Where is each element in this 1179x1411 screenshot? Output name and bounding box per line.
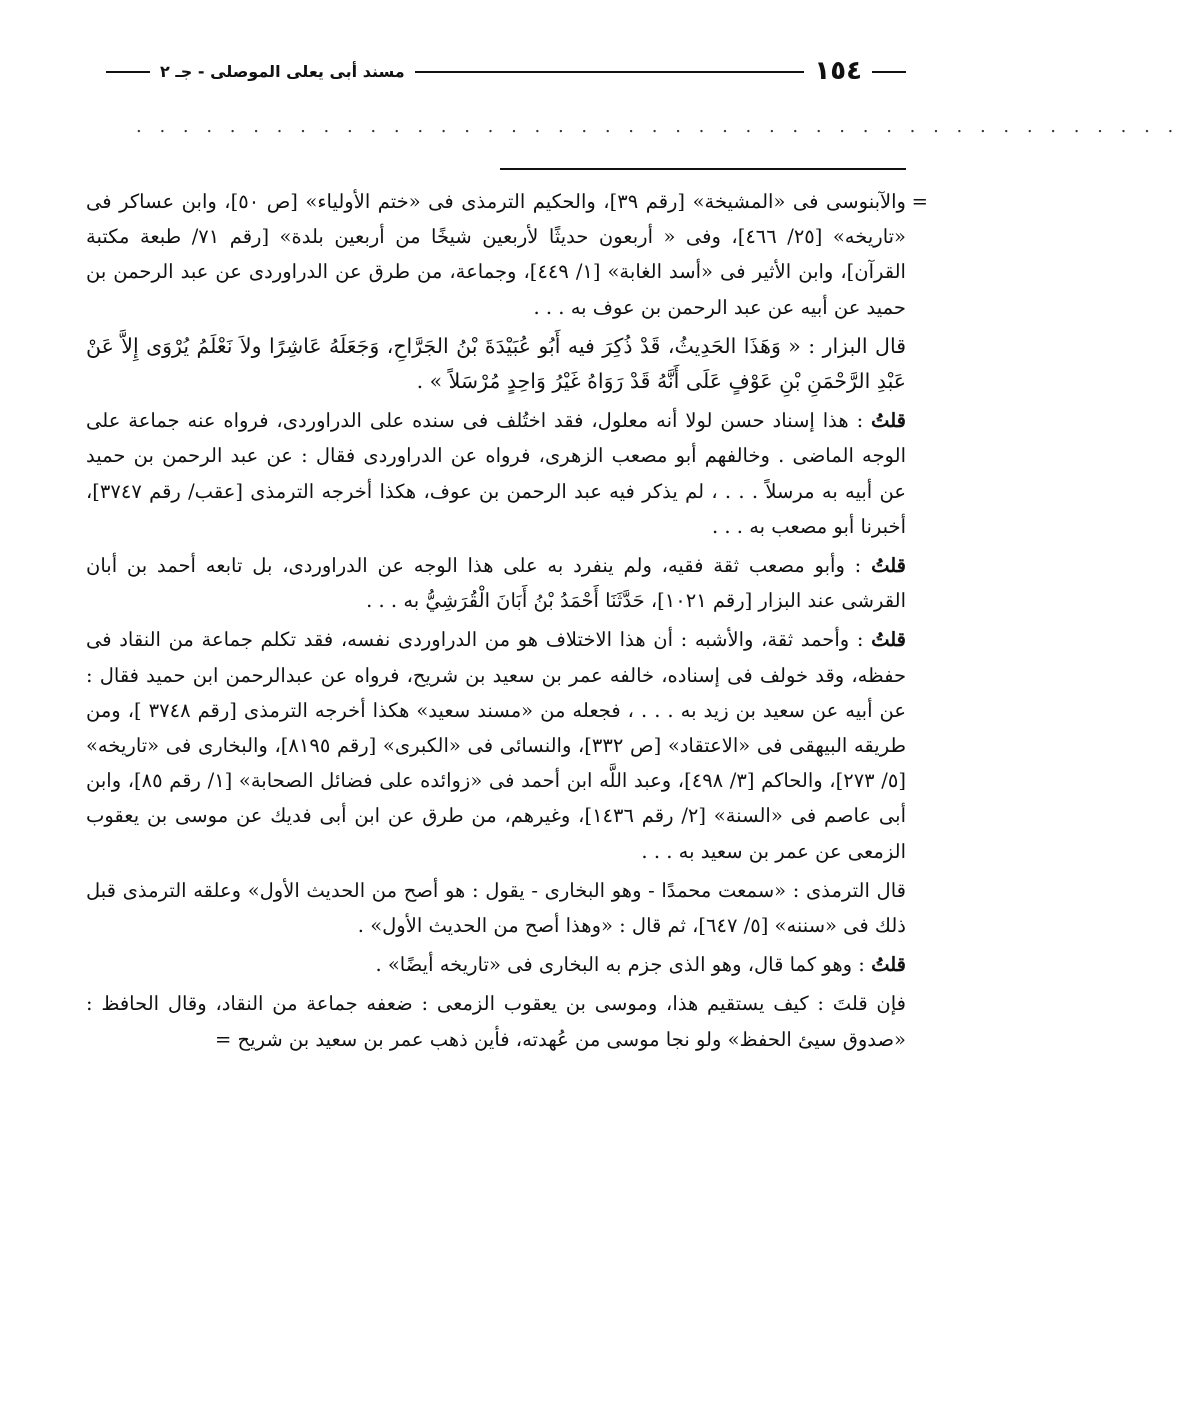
paragraph-1-text: والآبنوسى فى «المشيخة» [رقم ٣٩]، والحكيم الترمذى فى «ختم الأولياء» [ص ٥٠]، وابن عساكر فى «تاريخه» [٢٥/ ٤٦٦]، وفى « أربعون حديثًا لأربعين شيخًا من أربعين بلدة» [رقم ٧١/ طبعة مكتبة القرآن]، وابن الأثير فى «أسد الغابة» [١/ ٤٤٩]، وجماعة، من طرق عن الدراوردى عن عبد الرحمن بن حميد عن أبيه عن عبد الرحمن بن عوف به . . .	[86, 190, 906, 319]
paragraph-5-text: : وأحمد ثقة، والأشبه : أن هذا الاختلاف هو من الدراوردى نفسه، فقد تكلم جماعة من النقاد فى حفظه، وقد خولف فى إسناده، خالفه عمر بن سعيد بن شريح، فرواه عن عبدالرحمن ابن حميد فقال : عن أبيه عن سعيد بن زيد به . . . ، فجعله من «مسند سعيد» هكذا أخرجه الترمذى [رقم ٣٧٤٨ ]، ومن طريقه البيهقى فى «الاعتقاد» [ص ٣٣٢]، والنسائى فى «الكبرى» [رقم ٨١٩٥]، والبخارى فى «تاريخه» [٥/ ٢٧٣]، والحاكم [٣/ ٤٩٨]، وعبد اللَّه ابن أحمد فى «زوائده على فضائل الصحابة» [١/ رقم ٨٥]، وابن أبى عاصم فى «السنة» [٢/ رقم ١٤٣٦]، وغيرهم، من طرق عن ابن أبى فديك عن موسى بن يعقوب الزمعى عن عمر بن سعيد به . . .	[86, 628, 906, 863]
paragraph-7-text: : وهو كما قال، وهو الذى جزم به البخارى فى «تاريخه أيضًا» .	[375, 953, 865, 977]
separator-dots: . . . . . . . . . . . . . . . . . . . . . . . . . . . . . . . . . . . . . . . . . . . . .	[136, 116, 1179, 137]
paragraph-8	[86, 986, 906, 1056]
paragraph-7	[86, 947, 906, 982]
paragraph-7-lead: قلتُ	[871, 953, 906, 977]
footnote-rule	[500, 168, 906, 170]
paragraph-8-text: فإن قلتَ : كيف يستقيم هذا، وموسى بن يعقوب الزمعى : ضعفه جماعة من النقاد، وقال الحافظ : «صدوق سيئ الحفظ» ولو نجا موسى من عُهدته، فأين ذهب عمر بن سعيد بن شريح =	[86, 992, 906, 1051]
footnote-text	[86, 184, 928, 1061]
paragraph-3-lead: قلتُ	[871, 409, 906, 433]
page-number: ١٥٤	[804, 52, 872, 90]
paragraph-6-text: قال الترمذى : «سمعت محمدًا - وهو البخارى - يقول : هو أصح من الحديث الأول» وعلقه الترمذى قبل ذلك فى «سننه» [٥/ ٦٤٧]، ثم قال : «وهذا أصح من الحديث الأول» .	[86, 878, 906, 938]
paragraph-2-text: قال البزار : « وَهَذَا الحَدِيثُ، قَدْ ذُكِرَ فيه أَبُو عُبَيْدَةَ بْنُ الجَرَّاحِ، وَجَعَلَهُ عَاشِرًا ولاَ نَعْلَمُ يُرْوَى إِلاَّ عَنْ عَبْدِ الرَّحْمَنِ بْنِ عَوْفٍ عَلَى أَنَّهُ قَدْ رَوَاهُ غَيْرُ وَاحِدٍ مُرْسَلاً » .	[86, 333, 906, 394]
paragraph-4	[86, 548, 906, 618]
paragraph-3	[86, 403, 906, 544]
paragraph-4-lead: قلتُ	[871, 554, 906, 578]
paragraph-2	[86, 329, 906, 399]
paragraph-3-text: : هذا إسناد حسن لولا أنه معلول، فقد اختُلف فى سنده على الدراوردى، فرواه عنه جماعة على الوجه الماضى . وخالفهم أبو مصعب الزهرى، فرواه عن الدراوردى فقال : عن عبد الرحمن بن حميد عن أبيه به مرسلاً . . . ، لم يذكر فيه عبد الرحمن بن عوف، هكذا أخرجه الترمذى [عقب/ رقم ٣٧٤٧]، أخبرنا أبو مصعب به . . .	[86, 409, 906, 538]
running-header	[86, 52, 906, 92]
paragraph-6	[86, 873, 906, 943]
paragraph-1	[86, 184, 928, 325]
paragraph-5	[86, 622, 906, 868]
continuation-mark: =	[911, 190, 928, 213]
running-title: مسند أبى يعلى الموصلى - جـ ٢	[150, 52, 415, 92]
paragraph-5-lead: قلتُ	[871, 628, 907, 652]
paragraph-4-text: : وأبو مصعب ثقة فقيه، ولم ينفرد به على هذا الوجه عن الدراوردى، بل تابعه أحمد بن أبان القرشى عند البزار [رقم ١٠٢١]، حَدَّثَنَا أَحْمَدُ بْنُ أَبَانَ الْقُرَشِيُّ به . . .	[86, 554, 906, 613]
